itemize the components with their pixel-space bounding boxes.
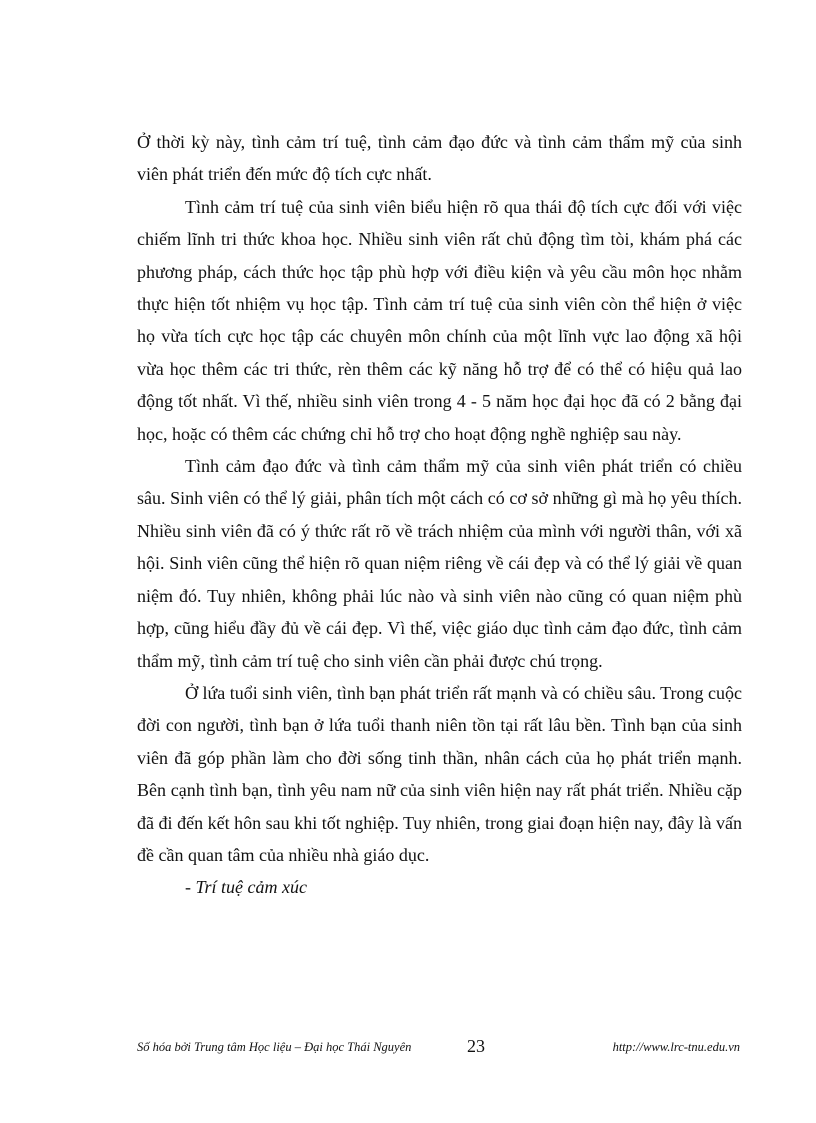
paragraph-3: Tình cảm đạo đức và tình cảm thẩm mỹ của sinh viên phát triển có chiều sâu. Sinh viên có thể lý giải, phân tích một cách có cơ sở những gì mà họ yêu thích. Nhiều sinh viên đã có ý thức rất rõ về trách nhiệm của mình với người thân, với xã hội. Sinh viên cũng thể hiện rõ quan niệm riêng về cái đẹp và có thể lý giải về quan niệm đó. Tuy nhiên, không phải lúc nào và sinh viên nào cũng có quan niệm phù hợp, cũng hiểu đầy đủ về cái đẹp. Vì thế, việc giáo dục tình cảm đạo đức, tình cảm thẩm mỹ, tình cảm trí tuệ cho sinh viên cần phải được chú trọng. — [137, 456, 742, 671]
footer-url[interactable]: http://www.lrc-tnu.edu.vn — [612, 1040, 740, 1054]
paragraph-2: Tình cảm trí tuệ của sinh viên biểu hiện rõ qua thái độ tích cực đối với việc chiếm lĩnh tri thức khoa học. Nhiều sinh viên rất chủ động tìm tòi, khám phá các phương pháp, cách thức học tập phù hợp với điều kiện và yêu cầu môn học nhằm thực hiện tốt nhiệm vụ học tập. Tình cảm trí tuệ của sinh viên còn thể hiện ở việc họ vừa tích cực học tập các chuyên môn chính của một lĩnh vực lao động xã hội vừa học thêm các tri thức, rèn thêm các kỹ năng hỗ trợ để có thể có hiệu quả lao động tốt nhất. Vì thế, nhiều sinh viên trong 4 - 5 năm học đại học đã có 2 bằng đại học, hoặc có thêm các chứng chỉ hỗ trợ cho hoạt động nghề nghiệp sau này. — [137, 196, 742, 444]
paragraph-4: Ở lứa tuổi sinh viên, tình bạn phát triển rất mạnh và có chiều sâu. Trong cuộc đời con người, tình bạn ở lứa tuổi thanh niên tồn tại rất lâu bền. Tình bạn của sinh viên đã góp phần làm cho đời sống tinh thần, nhân cách của họ phát triển mạnh. Bên cạnh tình bạn, tình yêu nam nữ của sinh viên hiện nay rất phát triển. Nhiều cặp đã đi đến kết hôn sau khi tốt nghiệp. Tuy nhiên, trong giai đoạn hiện nay, đây là vấn đề cần quan tâm của nhiều nhà giáo dục. — [137, 682, 742, 865]
page-body — [137, 126, 742, 904]
paragraph-1: Ở thời kỳ này, tình cảm trí tuệ, tình cảm đạo đức và tình cảm thẩm mỹ của sinh viên phát triển đến mức độ tích cực nhất. — [137, 132, 742, 185]
footer-source: Số hóa bởi Trung tâm Học liệu – Đại học Thái Nguyên — [137, 1040, 412, 1054]
subheading: - Trí tuệ cảm xúc — [185, 877, 307, 898]
page-footer — [137, 1036, 742, 1066]
page-number: 23 — [467, 1036, 485, 1056]
